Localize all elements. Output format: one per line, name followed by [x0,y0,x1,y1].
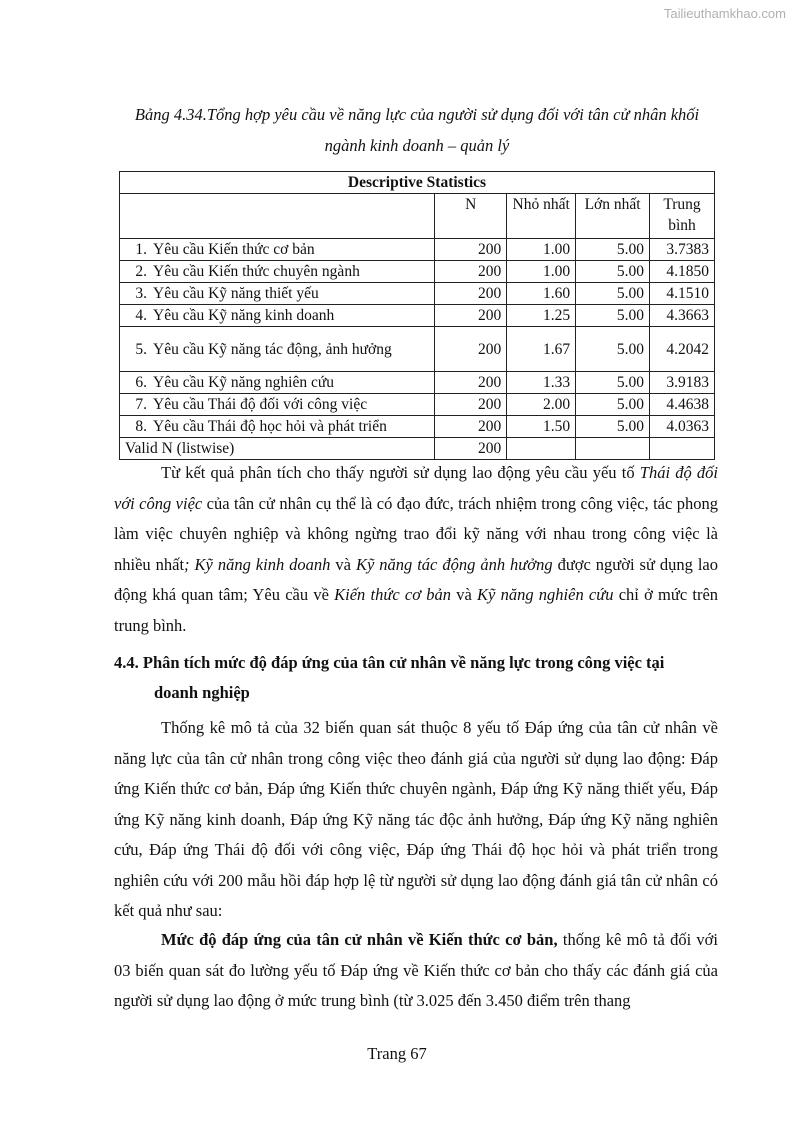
empty-cell [650,438,715,460]
empty-cell [507,438,576,460]
cell-max: 5.00 [576,327,650,372]
table-title: Descriptive Statistics [120,172,715,194]
table-row [120,283,715,305]
cell-min: 1.33 [507,372,576,394]
row-label: Yêu cầu Kỹ năng tác động, ảnh hưởng [153,340,392,358]
table-row [120,416,715,438]
paragraph-basic-knowledge [114,925,718,1017]
section-heading [114,648,724,708]
row-number: 1. [135,241,147,258]
cell-max: 5.00 [576,372,650,394]
paragraph-descriptive [114,713,718,927]
table-row [120,261,715,283]
cell-max: 5.00 [576,261,650,283]
row-label: Yêu cầu Thái độ học hỏi và phát triển [153,418,387,435]
table-row [120,239,715,261]
header-mean: Trung bình [650,194,715,239]
page-number: Trang 67 [367,1044,427,1063]
valid-n-row [120,438,715,460]
cell-min: 2.00 [507,394,576,416]
cell-n: 200 [435,416,507,438]
header-min: Nhỏ nhất [507,194,576,239]
row-label: Yêu cầu Kỹ năng nghiên cứu [153,374,334,391]
table-caption [110,99,724,161]
cell-n: 200 [435,372,507,394]
valid-n-value: 200 [435,438,507,460]
cell-min: 1.67 [507,327,576,372]
watermark: Tailieuthamkhao.com [663,6,786,21]
row-number: 7. [135,396,147,413]
cell-mean: 4.1850 [650,261,715,283]
descriptive-statistics-table [119,171,715,460]
cell-min: 1.25 [507,305,576,327]
text: và [330,554,356,574]
header-max: Lớn nhất [576,194,650,239]
cell-mean: 4.0363 [650,416,715,438]
cell-min: 1.00 [507,261,576,283]
cell-mean: 3.9183 [650,372,715,394]
text: Thống kê mô tả của 32 biến quan sát thuộc 8 yếu tố Đáp ứng của tân cử nhân về năng lực của tân cử nhân trong công việc theo đánh giá của người sử dụng lao động: Đáp ứng Kiến thức cơ bản, Đáp ứng Kiến thức chuyên ngành, Đáp ứng Kỹ năng thiết yếu, Đáp ứng Kỹ năng kinh doanh, Đáp ứng Kỹ năng tác độc ảnh hưởng, Đáp ứng Kỹ năng nghiên cứu, Đáp ứng Thái độ đối với công việc, Đáp ứng Thái độ học hỏi và phát triển trong nghiên cứu với 200 mẫu hồi đáp hợp lệ từ người sử dụng lao động đánh giá tân cử nhân có kết quả như sau: [114,718,718,920]
cell-n: 200 [435,305,507,327]
text: của tân cử nhân cụ thể là có đạo đức, trách nhiệm trong công việc, tác phong làm việc chuyên nghiệp và không ngừng trao đổi kỹ năng với nhau trong công việc là nhiều nhất [114,493,719,574]
header-n: N [435,194,507,239]
table-row [120,394,715,416]
text: thống kê mô tả đối với 03 biến quan sát đo lường yếu tố Đáp ứng về Kiến thức cơ bản cho thấy các đánh giá của người sử dụng lao động ở mức trung bình (từ 3.025 đến 3.450 điểm trên thang [114,930,718,1010]
row-number: 6. [135,374,147,391]
cell-mean: 4.1510 [650,283,715,305]
caption-line-1: Bảng 4.34.Tổng hợp yêu cầu về năng lực của người sử dụng đối với tân cử nhân khối [134,105,700,124]
row-label: Yêu cầu Thái độ đối với công việc [153,396,368,413]
row-label: Yêu cầu Kỹ năng kinh doanh [153,307,335,324]
heading-line-1: 4.4. Phân tích mức độ đáp ứng của tân cử nhân về năng lực trong công việc tại [114,653,665,672]
row-number: 3. [135,285,147,302]
bold-lead: Mức độ đáp ứng của tân cử nhân về Kiến thức cơ bản, [161,930,558,949]
cell-max: 5.00 [576,283,650,305]
text: và [451,585,478,604]
cell-max: 5.00 [576,416,650,438]
paragraph-requirements-summary [114,458,718,641]
emphasis: ; Kỹ năng kinh doanh [184,554,331,574]
text: chỉ ở mức trên trung bình. [114,585,719,635]
cell-max: 5.00 [576,239,650,261]
row-number: 2. [135,263,147,280]
header-blank [120,194,435,239]
row-number: 8. [135,418,147,435]
emphasis: Kỹ năng tác động ảnh hưởng [355,554,553,574]
cell-max: 5.00 [576,305,650,327]
row-label: Yêu cầu Kiến thức chuyên ngành [153,263,360,280]
cell-max: 5.00 [576,394,650,416]
cell-min: 1.50 [507,416,576,438]
row-number: 4. [135,307,147,324]
heading-line-2: doanh nghiệp [154,683,250,702]
cell-mean: 4.2042 [650,327,715,372]
cell-min: 1.00 [507,239,576,261]
table-row [120,305,715,327]
cell-min: 1.60 [507,283,576,305]
row-number: 5. [135,340,147,358]
text: được người sử dụng lao động khá quan tâm; Yêu cầu về [114,554,718,604]
row-label: Yêu cầu Kiến thức cơ bản [153,241,315,258]
valid-n-label: Valid N (listwise) [120,438,435,460]
emphasis: Kiến thức cơ bản [334,585,451,604]
cell-n: 200 [435,239,507,261]
cell-n: 200 [435,261,507,283]
empty-cell [576,438,650,460]
caption-line-2: ngành kinh doanh – quản lý [324,136,510,155]
cell-mean: 4.4638 [650,394,715,416]
text: Từ kết quả phân tích cho thấy người sử dụng lao động yêu cầu yếu tố [161,463,640,482]
row-label: Yêu cầu Kỹ năng thiết yếu [153,285,319,302]
table-row [120,372,715,394]
emphasis: Thái độ đối với công việc [114,463,718,513]
table-row [120,327,715,372]
cell-n: 200 [435,327,507,372]
cell-mean: 3.7383 [650,239,715,261]
cell-n: 200 [435,283,507,305]
emphasis: Kỹ năng nghiên cứu [477,585,614,604]
cell-n: 200 [435,394,507,416]
cell-mean: 4.3663 [650,305,715,327]
